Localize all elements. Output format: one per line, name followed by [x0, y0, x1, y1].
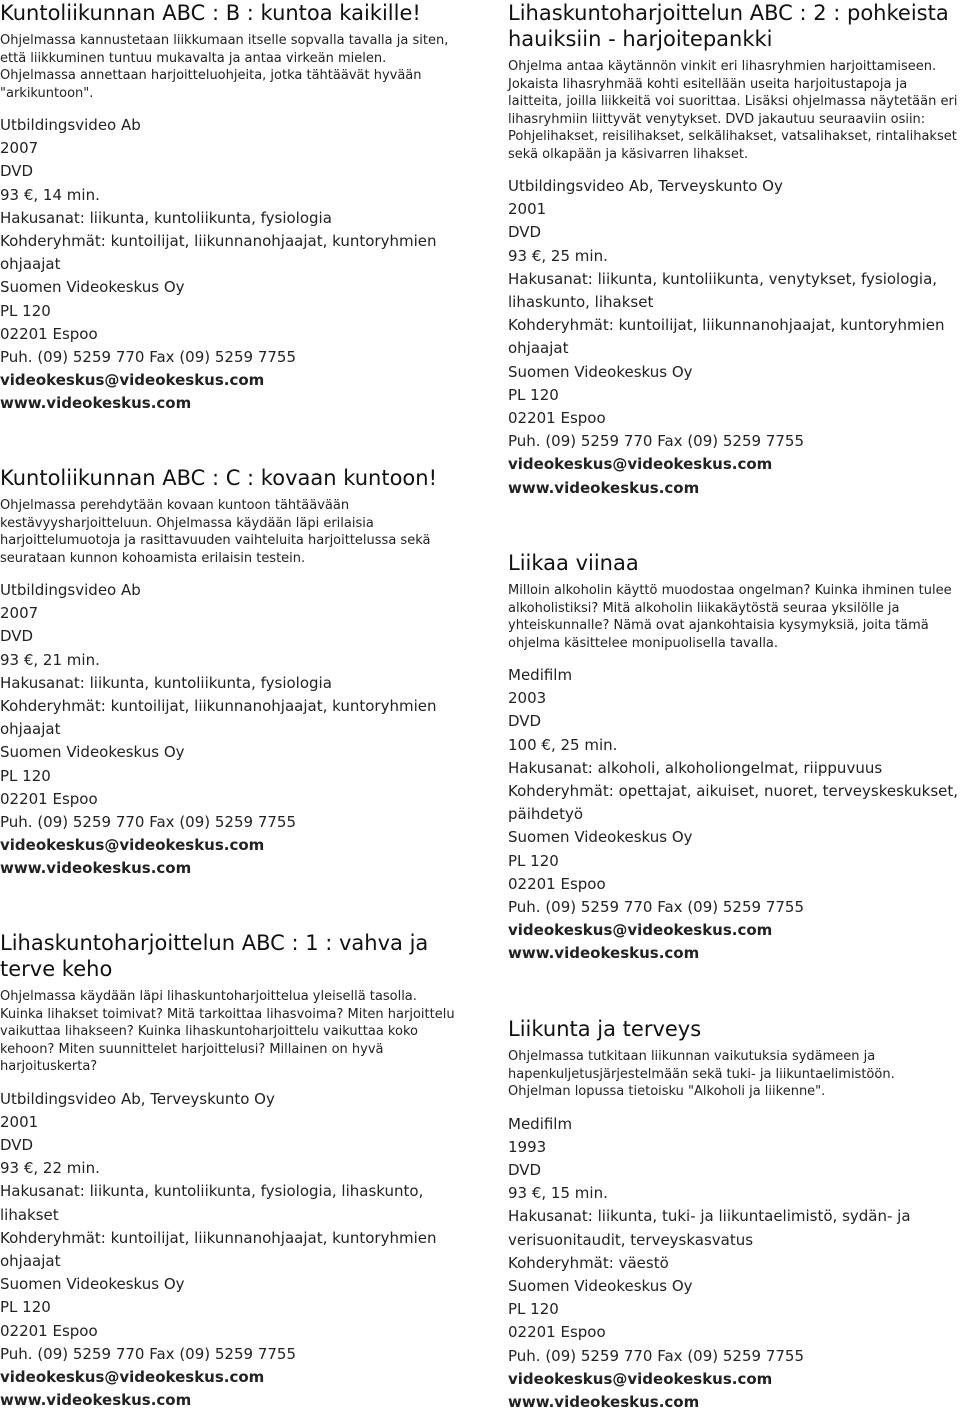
entry-target-groups: Kohderyhmät: väestö	[508, 1252, 960, 1275]
contact-email: videokeskus@videokeskus.com	[508, 453, 960, 476]
contact-company: Suomen Videokeskus Oy	[0, 276, 455, 299]
entry-target-groups: Kohderyhmät: kuntoilijat, liikunnanohjaajat, kuntoryhmien ohjaajat	[0, 230, 455, 276]
catalog-entry	[0, 465, 455, 881]
entry-format: DVD	[508, 710, 960, 733]
entry-title: Kuntoliikunnan ABC : B : kuntoa kaikille!	[0, 0, 455, 26]
entry-producer: Utbildingsvideo Ab	[0, 114, 455, 137]
entry-target-groups: Kohderyhmät: kuntoilijat, liikunnanohjaajat, kuntoryhmien ohjaajat	[0, 695, 455, 741]
contact-phone: Puh. (09) 5259 770 Fax (09) 5259 7755	[508, 896, 960, 919]
contact-postal: 02201 Espoo	[0, 788, 455, 811]
entry-target-groups: Kohderyhmät: opettajat, aikuiset, nuoret, terveyskeskukset, päihdetyö	[508, 780, 960, 826]
contact-phone: Puh. (09) 5259 770 Fax (09) 5259 7755	[0, 1343, 455, 1366]
entry-keywords: Hakusanat: liikunta, kuntoliikunta, venytykset, fysiologia, lihaskunto, lihakset	[508, 268, 960, 314]
catalog-entry	[508, 0, 960, 500]
entry-title: Liikunta ja terveys	[508, 1016, 960, 1042]
entry-meta	[0, 1088, 455, 1413]
entry-meta	[0, 114, 455, 416]
entry-format: DVD	[0, 160, 455, 183]
contact-box: PL 120	[508, 1298, 960, 1321]
catalog-entry	[0, 0, 455, 416]
catalog-entry	[508, 550, 960, 966]
entry-producer: Medifilm	[508, 1113, 960, 1136]
contact-email: videokeskus@videokeskus.com	[508, 1368, 960, 1391]
entry-year: 2001	[508, 198, 960, 221]
entry-price: 93 €, 25 min.	[508, 245, 960, 268]
entry-year: 1993	[508, 1136, 960, 1159]
contact-box: PL 120	[508, 850, 960, 873]
contact-email: videokeskus@videokeskus.com	[508, 919, 960, 942]
entry-price: 93 €, 15 min.	[508, 1182, 960, 1205]
contact-email: videokeskus@videokeskus.com	[0, 369, 455, 392]
entry-description: Ohjelmassa käydään läpi lihaskuntoharjoittelua yleisellä tasolla. Kuinka lihakset toimivat? Mitä tarkoittaa lihasvoima? Miten harjoittelu vaikuttaa lihakseen? Kuinka lihaskuntoharjoittelu vaikuttaa koko kehoon? Miten suunnittelet harjoittelusi? Millainen on hyvä harjoituskerta?	[0, 988, 455, 1076]
entry-meta	[508, 175, 960, 500]
entry-meta	[508, 664, 960, 966]
entry-description: Ohjelmassa kannustetaan liikkumaan itselle sopvalla tavalla ja siten, että liikkuminen tuntuu mukavalta ja antaa virkeän mielen. Ohjelmassa annettaan harjoitteluohjeita, jotka tähtäävät hyvään "arkikuntoon".	[0, 32, 455, 102]
contact-postal: 02201 Espoo	[508, 1321, 960, 1344]
entry-title: Liikaa viinaa	[508, 550, 960, 576]
entry-price: 93 €, 14 min.	[0, 184, 455, 207]
contact-phone: Puh. (09) 5259 770 Fax (09) 5259 7755	[508, 430, 960, 453]
contact-phone: Puh. (09) 5259 770 Fax (09) 5259 7755	[508, 1345, 960, 1368]
entry-description: Ohjelma antaa käytännön vinkit eri lihasryhmien harjoittamiseen. Jokaista lihasryhmää kohti esitellään useita harjoitustapoja ja laitteita, joilla liikkeitä voi suorittaa. Lisäksi ohjelmassa näytetään eri lihasryhmiin liittyvät venytykset. DVD jakautuu seuraaviin osiin: Pohjelihakset, reisilihakset, selkälihakset, vatsalihakset, rintalihakset sekä olkapään ja käsivarren lihakset.	[508, 58, 960, 163]
entry-meta	[508, 1113, 960, 1414]
entry-producer: Utbildingsvideo Ab, Terveyskunto Oy	[0, 1088, 455, 1111]
catalog-entry	[508, 1016, 960, 1414]
contact-web: www.videokeskus.com	[508, 477, 960, 500]
contact-company: Suomen Videokeskus Oy	[0, 741, 455, 764]
entry-meta	[0, 579, 455, 881]
contact-web: www.videokeskus.com	[0, 392, 455, 415]
contact-phone: Puh. (09) 5259 770 Fax (09) 5259 7755	[0, 811, 455, 834]
contact-box: PL 120	[508, 384, 960, 407]
entry-year: 2007	[0, 137, 455, 160]
contact-company: Suomen Videokeskus Oy	[0, 1273, 455, 1296]
entry-description: Milloin alkoholin käyttö muodostaa ongelman? Kuinka ihminen tulee alkoholistiksi? Mitä alkoholin liikakäytöstä seuraa yksilölle ja yhteiskunnalle? Nämä ovat ajankohtaisia kysymyksiä, joita tämä ohjelma käsittelee monipuolisella tavalla.	[508, 582, 960, 652]
contact-email: videokeskus@videokeskus.com	[0, 1366, 455, 1389]
contact-postal: 02201 Espoo	[0, 323, 455, 346]
contact-box: PL 120	[0, 765, 455, 788]
contact-company: Suomen Videokeskus Oy	[508, 1275, 960, 1298]
entry-target-groups: Kohderyhmät: kuntoilijat, liikunnanohjaajat, kuntoryhmien ohjaajat	[0, 1227, 455, 1273]
contact-web: www.videokeskus.com	[0, 1389, 455, 1412]
entry-producer: Medifilm	[508, 664, 960, 687]
entry-title: Lihaskuntoharjoittelun ABC : 1 : vahva ja terve keho	[0, 930, 455, 982]
contact-postal: 02201 Espoo	[0, 1320, 455, 1343]
entry-title: Kuntoliikunnan ABC : C : kovaan kuntoon!	[0, 465, 455, 491]
contact-company: Suomen Videokeskus Oy	[508, 361, 960, 384]
entry-title: Lihaskuntoharjoittelun ABC : 2 : pohkeista hauiksiin - harjoitepankki	[508, 0, 960, 52]
contact-postal: 02201 Espoo	[508, 407, 960, 430]
entry-description: Ohjelmassa perehdytään kovaan kuntoon tähtäävään kestävyysharjoitteluun. Ohjelmassa käydään läpi erilaisia harjoittelumuotoja ja rasittavuuden vaihteluita harjoittelussa sekä seurataan kunnon kohoamista erilaisin testein.	[0, 497, 455, 567]
entry-year: 2007	[0, 602, 455, 625]
entry-keywords: Hakusanat: liikunta, kuntoliikunta, fysiologia, lihaskunto, lihakset	[0, 1180, 455, 1226]
entry-price: 93 €, 22 min.	[0, 1157, 455, 1180]
catalog-entry	[0, 930, 455, 1412]
entry-target-groups: Kohderyhmät: kuntoilijat, liikunnanohjaajat, kuntoryhmien ohjaajat	[508, 314, 960, 360]
contact-box: PL 120	[0, 300, 455, 323]
entry-producer: Utbildingsvideo Ab, Terveyskunto Oy	[508, 175, 960, 198]
contact-web: www.videokeskus.com	[508, 1391, 960, 1414]
entry-producer: Utbildingsvideo Ab	[0, 579, 455, 602]
contact-phone: Puh. (09) 5259 770 Fax (09) 5259 7755	[0, 346, 455, 369]
contact-company: Suomen Videokeskus Oy	[508, 826, 960, 849]
entry-year: 2003	[508, 687, 960, 710]
entry-keywords: Hakusanat: liikunta, kuntoliikunta, fysiologia	[0, 207, 455, 230]
entry-description: Ohjelmassa tutkitaan liikunnan vaikutuksia sydämeen ja hapenkuljetusjärjestelmään sekä tuki- ja liikuntaelimistöön. Ohjelman lopussa tietoisku "Alkoholi ja liikenne".	[508, 1048, 960, 1101]
entry-price: 93 €, 21 min.	[0, 649, 455, 672]
contact-postal: 02201 Espoo	[508, 873, 960, 896]
entry-format: DVD	[0, 625, 455, 648]
entry-format: DVD	[508, 1159, 960, 1182]
entry-format: DVD	[0, 1134, 455, 1157]
entry-year: 2001	[0, 1111, 455, 1134]
contact-box: PL 120	[0, 1296, 455, 1319]
entry-keywords: Hakusanat: liikunta, tuki- ja liikuntaelimistö, sydän- ja verisuonitaudit, terveyskasvatus	[508, 1205, 960, 1251]
contact-web: www.videokeskus.com	[0, 857, 455, 880]
contact-email: videokeskus@videokeskus.com	[0, 834, 455, 857]
entry-keywords: Hakusanat: liikunta, kuntoliikunta, fysiologia	[0, 672, 455, 695]
entry-keywords: Hakusanat: alkoholi, alkoholiongelmat, riippuvuus	[508, 757, 960, 780]
entry-format: DVD	[508, 221, 960, 244]
entry-price: 100 €, 25 min.	[508, 734, 960, 757]
contact-web: www.videokeskus.com	[508, 942, 960, 965]
